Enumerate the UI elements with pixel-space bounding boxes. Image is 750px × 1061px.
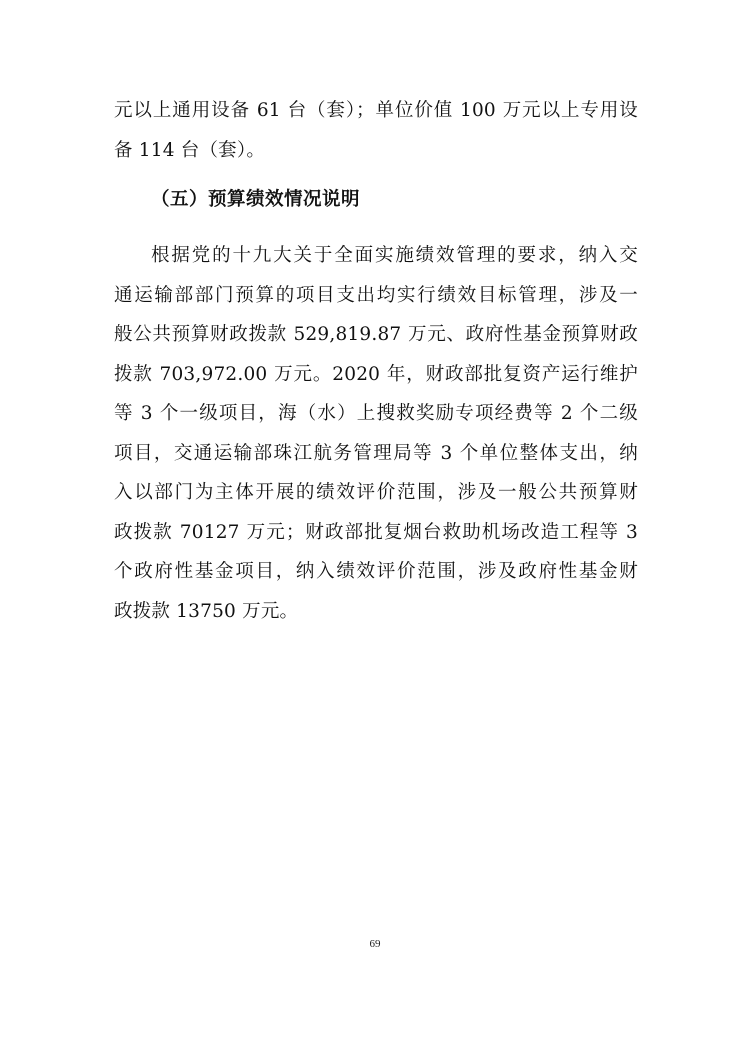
paragraph-line: 备 114 台（套）。	[114, 139, 266, 161]
section-heading: （五）预算绩效情况说明	[151, 189, 361, 210]
page-number: 69	[369, 938, 381, 950]
paragraph-line: 个政府性基金项目，纳入绩效评价范围，涉及政府性基金财	[114, 561, 638, 582]
paragraph-line: 政拨款 70127 万元；财政部批复烟台救助机场改造工程等 3	[114, 521, 638, 543]
paragraph-line: 般公共预算财政拨款 529,819.87 万元、政府性基金预算财政	[114, 324, 638, 345]
paragraph-line: 政拨款 13750 万元。	[114, 600, 299, 622]
paragraph-line: 等 3 个一级项目，海（水）上搜救奖励专项经费等 2 个二级	[114, 403, 638, 424]
paragraph-line: 项目，交通运输部珠江航务管理局等 3 个单位整体支出，纳	[114, 442, 638, 464]
paragraph-line: 入以部门为主体开展的绩效评价范围，涉及一般公共预算财	[114, 482, 638, 503]
paragraph-line: 通运输部部门预算的项目支出均实行绩效目标管理，涉及一	[114, 284, 638, 306]
paragraph-line: 拨款 703,972.00 万元。2020 年，财政部批复资产运行维护	[114, 363, 638, 385]
continuation-paragraph	[114, 91, 638, 170]
paragraph-line: 根据党的十九大关于全面实施绩效管理的要求，纳入交	[151, 245, 638, 266]
paragraph-line: 元以上通用设备 61 台（套）；单位价值 100 万元以上专用设	[114, 100, 638, 121]
section-paragraph	[114, 236, 638, 631]
